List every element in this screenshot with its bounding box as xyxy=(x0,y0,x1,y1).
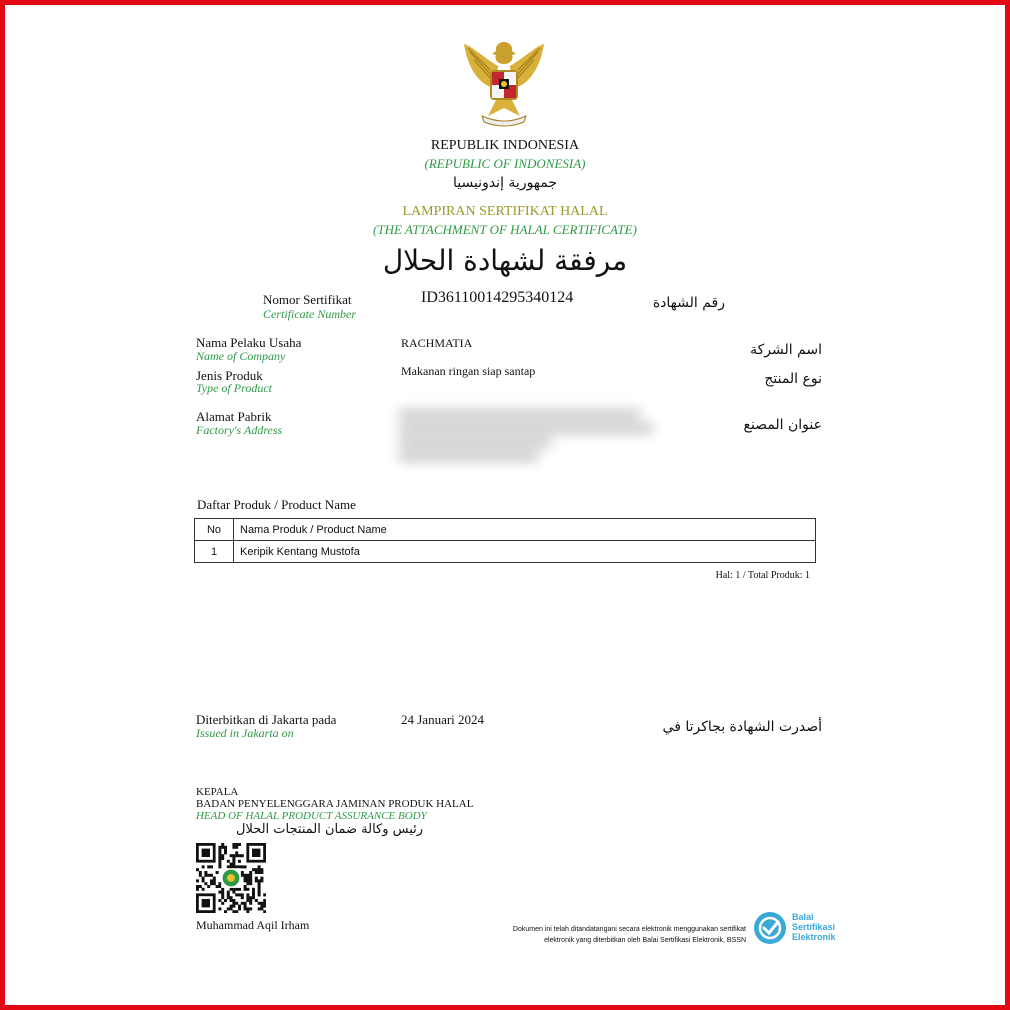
issued-label: Diterbitkan di Jakarta pada xyxy=(196,712,337,727)
e-sign-note-line1: Dokumen ini telah ditandatangani secara elektronik menggunakan sertifikat xyxy=(512,926,746,933)
company-label-ar: اسم الشركة xyxy=(750,342,822,358)
document-title-en: (THE ATTACHMENT OF HALAL CERTIFICATE) xyxy=(373,222,637,237)
country-name-en: (REPUBLIC OF INDONESIA) xyxy=(424,156,586,171)
product-type-label: Jenis Produk xyxy=(196,368,263,383)
address-value-redacted xyxy=(398,405,654,465)
product-table xyxy=(194,518,816,563)
signatory-agency: BADAN PENYELENGGARA JAMINAN PRODUK HALAL xyxy=(196,798,474,810)
table-row xyxy=(195,541,816,563)
certificate-number-label-ar: رقم الشهادة xyxy=(652,295,725,311)
certificate-number-value: ID36110014295340124 xyxy=(421,289,574,306)
address-label: Alamat Pabrik xyxy=(196,409,272,424)
signatory-title: KEPALA xyxy=(196,786,239,798)
country-name-ar: جمهورية إندونيسيا xyxy=(452,175,558,191)
column-header-no: No xyxy=(195,519,234,541)
bsre-logo-text xyxy=(792,912,836,942)
bsre-logo-line1: Balai xyxy=(792,912,814,922)
page-info: Hal: 1 / Total Produk: 1 xyxy=(715,570,810,581)
signatory-name: Muhammad Aqil Irham xyxy=(196,918,310,932)
signatory-agency-en: HEAD OF HALAL PRODUCT ASSURANCE BODY xyxy=(196,810,427,822)
column-header-product-name: Nama Produk / Product Name xyxy=(234,519,816,541)
address-label-en: Factory's Address xyxy=(196,423,283,437)
bsre-logo-line2: Sertifikasi xyxy=(792,922,836,932)
company-value: RACHMATIA xyxy=(401,336,473,350)
certificate-number-label-en: Certificate Number xyxy=(263,307,356,321)
country-name-id: REPUBLIK INDONESIA xyxy=(430,138,580,153)
certificate-number-label: Nomor Sertifikat xyxy=(263,292,352,307)
table-header-row xyxy=(195,519,816,541)
garuda-emblem-icon xyxy=(458,36,550,128)
company-label: Nama Pelaku Usaha xyxy=(196,335,302,350)
issued-label-ar: أصدرت الشهادة بجاكرتا في xyxy=(662,719,822,735)
company-label-en: Name of Company xyxy=(196,349,286,363)
product-list-title: Daftar Produk / Product Name xyxy=(197,497,356,512)
document-title-ar: مرفقة لشهادة الحلال xyxy=(382,244,628,277)
product-type-value: Makanan ringan siap santap xyxy=(401,364,536,378)
bsre-logo-icon xyxy=(752,910,788,946)
signatory-agency-ar: رئيس وكالة ضمان المنتجات الحلال xyxy=(236,822,424,837)
qr-code-icon xyxy=(196,843,266,913)
e-sign-note-line2: elektronik yang diterbitkan oleh Balai Sertifikasi Elektronik, BSSN xyxy=(544,937,746,944)
product-type-label-en: Type of Product xyxy=(196,381,272,395)
product-name: Keripik Kentang Mustofa xyxy=(234,541,816,563)
product-type-label-ar: نوع المنتج xyxy=(764,371,822,387)
document-title-id: LAMPIRAN SERTIFIKAT HALAL xyxy=(402,204,608,219)
row-number: 1 xyxy=(195,541,234,563)
issued-date: 24 Januari 2024 xyxy=(401,712,485,727)
address-label-ar: عنوان المصنع xyxy=(743,417,822,433)
issued-label-en: Issued in Jakarta on xyxy=(196,726,294,740)
bsre-logo-line3: Elektronik xyxy=(792,932,836,942)
